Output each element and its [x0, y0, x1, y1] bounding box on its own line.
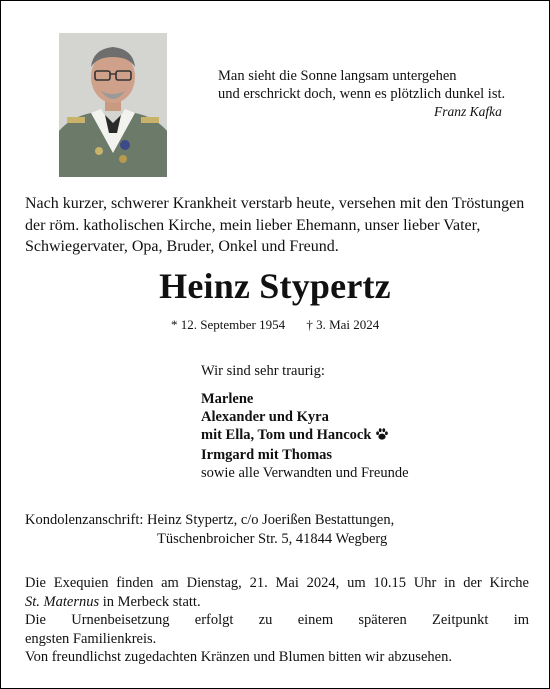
- family-member: Alexander und Kyra: [201, 409, 329, 425]
- urn-burial-line-1: Die Urnenbeisetzung erfolgt zu einem späteren Zeitpunkt im: [25, 612, 529, 628]
- mourners-block: [201, 362, 409, 482]
- family-member: Marlene: [201, 391, 254, 407]
- deceased-name: Heinz Stypertz: [159, 266, 391, 306]
- address-line-1: Kondolenzanschrift: Heinz Stypertz, c/o Joerißen Bestattungen,: [25, 512, 395, 528]
- family-member-with-pet: [201, 426, 409, 446]
- birth-date: * 12. September 1954: [171, 317, 286, 332]
- mourners-others: sowie alle Verwandten und Freunde: [201, 465, 409, 481]
- family-member: Irmgard mit Thomas: [201, 447, 333, 463]
- exequies-location: in Merbeck statt.: [99, 593, 201, 610]
- urn-burial-line-2: engsten Familienkreis.: [25, 630, 157, 647]
- death-announcement-text: Nach kurzer, schwerer Krankheit verstarb heute, versehen mit den Tröstungen der röm. katholischen Kirche, mein lieber Ehemann, unser lieber Vater, Schwiegervater, Opa, Bruder, Onkel und Freund.: [25, 195, 525, 255]
- mourners-lead: Wir sind sehr traurig:: [201, 363, 325, 379]
- family-member: mit Ella, Tom und Hancock: [201, 427, 372, 443]
- church-name: St. Maternus: [25, 593, 100, 610]
- condolence-address: [25, 511, 394, 548]
- paw-icon: [375, 427, 389, 446]
- portrait-photo: [59, 33, 167, 177]
- exequies-line-1: Die Exequien finden am Dienstag, 21. Mai 2024, um 10.15 Uhr in der Kirche: [25, 575, 529, 591]
- life-dates: [171, 317, 379, 333]
- address-line-2: Tüschenbroicher Str. 5, 41844 Wegberg: [157, 530, 388, 547]
- kafka-quote: [218, 67, 506, 119]
- portrait-illustration: [59, 33, 167, 177]
- quote-line-2: und erschrickt doch, wenn es plötzlich dunkel ist.: [218, 86, 506, 102]
- quote-author: Franz Kafka: [434, 104, 502, 119]
- flowers-request: Von freundlichst zugedachten Kränzen und Blumen bitten wir abzusehen.: [25, 649, 452, 665]
- exequies-line-2: [25, 593, 529, 612]
- funeral-details: [25, 574, 529, 667]
- death-date: † 3. Mai 2024: [306, 317, 380, 332]
- quote-line-1: Man sieht die Sonne langsam untergehen: [218, 68, 457, 84]
